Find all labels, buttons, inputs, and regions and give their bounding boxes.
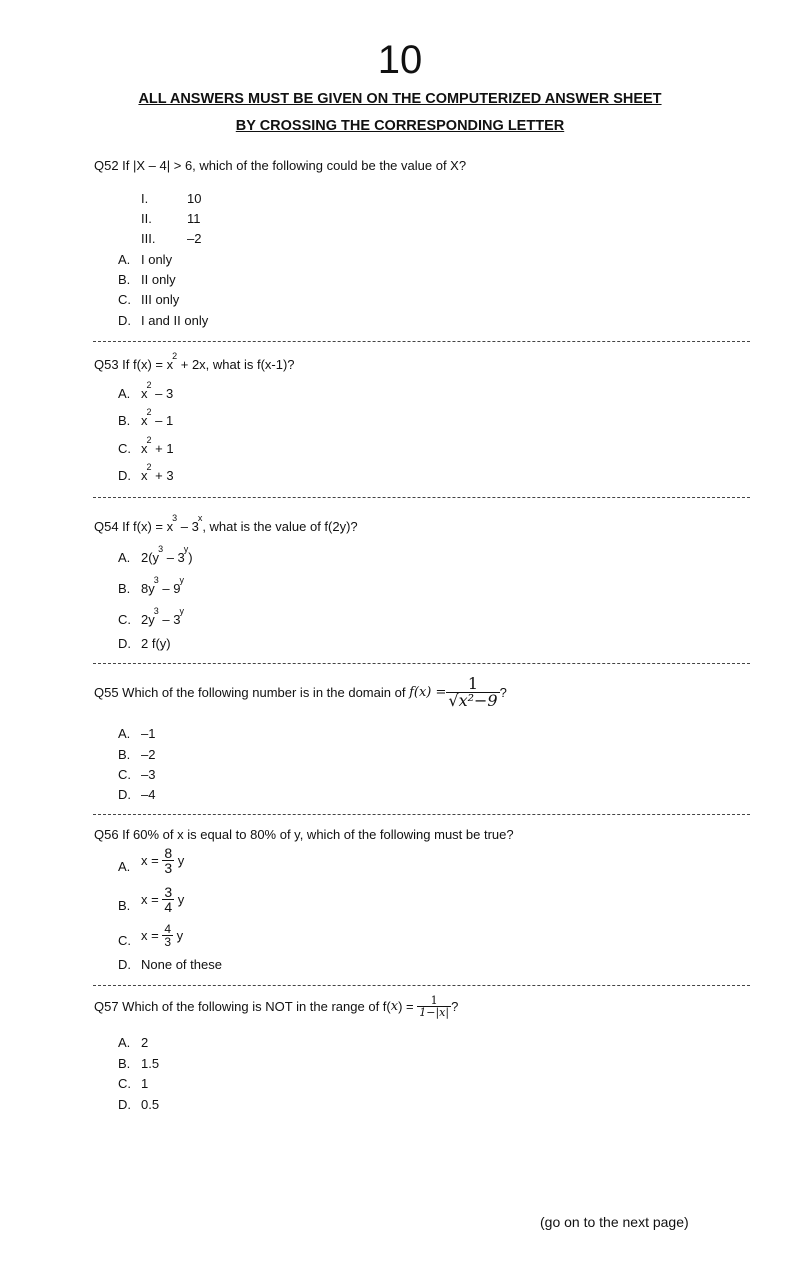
q55-option-text[interactable]: –2 [141,747,156,762]
q53-option-letter[interactable]: A. [118,386,131,401]
q52-stem: Q52 If |X – 4| > 6, which of the following could be the value of X? [94,158,467,173]
instructions-line-1: ALL ANSWERS MUST BE GIVEN ON THE COMPUTERIZED ANSWER SHEET [138,91,662,107]
q52-option-text[interactable]: III only [141,292,180,307]
q57-option-text[interactable]: 1 [141,1076,149,1091]
q57-stem: Q57 Which of the following is NOT in the range of f(x) = $\frac{1}{1-|x|}$ ? [94,994,459,1019]
q54-stem: Q54 If $f(x) = x^3 - 3^x$, what is the value of f(2y)? [94,513,358,534]
q57-option-text[interactable]: 0.5 [141,1097,160,1112]
next-page-note: (go on to the next page) [540,1214,689,1230]
q53-option-letter[interactable]: B. [118,413,131,428]
q54-option-letter[interactable]: A. [118,550,131,565]
q55-option-letter[interactable]: B. [118,747,131,762]
q53-option-text[interactable]: $x^2 - 3$ [141,380,174,401]
q57-option-letter[interactable]: B. [118,1056,131,1071]
q52-option-letter[interactable]: D. [118,313,131,328]
q55-option-text[interactable]: –4 [141,787,156,802]
q53-option-text[interactable]: $x^2 + 3$ [141,462,174,483]
separator [93,497,750,498]
instructions-line-2: BY CROSSING THE CORRESPONDING LETTER [235,118,565,134]
q57-option-letter[interactable]: D. [118,1097,131,1112]
q56-option-letter[interactable]: A. [118,859,131,874]
q56-option-text[interactable]: x = $\frac{3}{4}$ y [141,884,185,915]
q52-roman-num: I. [141,191,149,206]
q54-option-letter[interactable]: C. [118,612,131,627]
q52-option-letter[interactable]: C. [118,292,131,307]
q53-option-text[interactable]: $x^2 + 1$ [141,435,174,456]
q52-roman-val: 10 [187,191,202,206]
q55-option-text[interactable]: –3 [141,767,156,782]
separator [93,985,750,986]
q54-option-letter[interactable]: D. [118,636,131,651]
q56-option-letter[interactable]: C. [118,933,131,948]
q53-stem: Q53 If $f(x) = x^2 + 2x$, what is f(x-1)? [94,351,295,372]
q52-option-text[interactable]: I and II only [141,313,209,328]
q56-option-text[interactable]: x = $\frac{8}{3}$ y [141,845,185,876]
q56-stem: Q56 If 60% of x is equal to 80% of y, which of the following must be true? [94,827,514,842]
q57-fraction: $\frac{1}{1-|x|}$ [419,994,450,1019]
q56-option-text[interactable]: x = $\frac{4}{3}$ y [141,922,184,949]
q55-stem: Q55 Which of the following number is in the domain of f(x) = $\frac{1}{\text{√x²−9}}$ ? [94,674,507,710]
q57-option-text[interactable]: 1.5 [141,1056,160,1071]
q52-roman-num: II. [141,211,152,226]
q52-option-text[interactable]: II only [141,272,176,287]
q53-option-letter[interactable]: D. [118,468,131,483]
separator [93,341,750,342]
q56-option-letter[interactable]: B. [118,898,131,913]
q55-option-text[interactable]: –1 [141,726,156,741]
q55-option-letter[interactable]: A. [118,726,131,741]
q54-option-text[interactable]: 2 f(y) [141,636,171,651]
q54-option-letter[interactable]: B. [118,581,131,596]
q54-option-text[interactable]: $2(y^3 - 3^y)$ [141,544,193,565]
q55-function-label: f(x) = [409,685,447,700]
q53-option-text[interactable]: $x^2 - 1$ [141,407,174,428]
q52-option-letter[interactable]: B. [118,272,131,287]
q55-option-letter[interactable]: D. [118,787,131,802]
q54-option-text[interactable]: $2y^3 - 3^y$ [141,606,184,627]
q56-option-letter[interactable]: D. [118,957,131,972]
q52-option-text[interactable]: I only [141,252,173,267]
q57-option-letter[interactable]: A. [118,1035,131,1050]
q52-roman-num: III. [141,231,156,246]
separator [93,663,750,664]
q52-roman-val: –2 [187,231,202,246]
q54-option-text[interactable]: $8y^3 - 9^y$ [141,575,184,596]
q57-option-letter[interactable]: C. [118,1076,131,1091]
separator [93,814,750,815]
q53-option-letter[interactable]: C. [118,441,131,456]
q57-option-text[interactable]: 2 [141,1035,149,1050]
q52-roman-val: 11 [187,211,201,226]
q55-fraction: $\frac{1}{\text{√x²−9}}$ [448,674,498,710]
q52-option-letter[interactable]: A. [118,252,131,267]
q56-option-text[interactable]: None of these [141,957,222,972]
page-number: 10 [377,38,423,82]
q55-option-letter[interactable]: C. [118,767,131,782]
